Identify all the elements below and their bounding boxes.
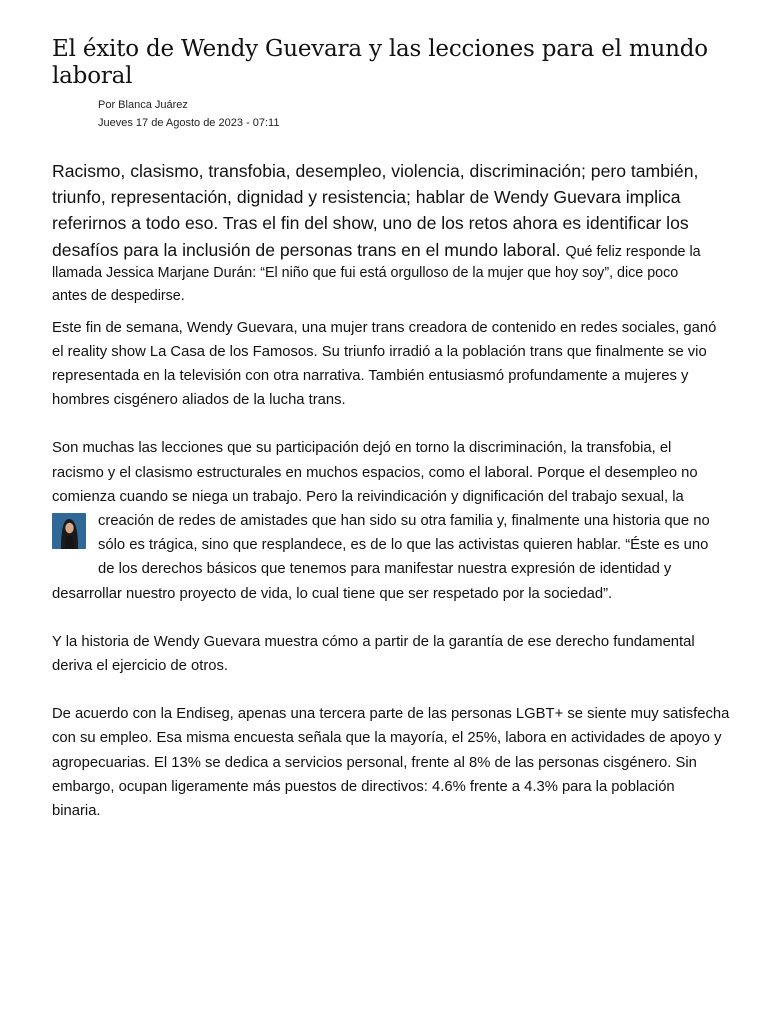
paragraph-2 (52, 436, 716, 605)
photo-face (65, 523, 73, 534)
lead-line (52, 237, 716, 264)
publish-date: Jueves 17 de Agosto de 2023 - 07:11 (98, 117, 280, 129)
paragraph-line: comienza cuando se niega un trabajo. Pero la reivindicación y dignificación del trabajo sexual, la (52, 488, 684, 505)
paragraph-line: de los derechos básicos que tenemos para manifestar nuestra expresión de identidad y (98, 561, 672, 578)
paragraph-line: sólo es trágica, sino que resplandece, es de lo que las activistas quieren hablar. “Éste es uno (98, 537, 709, 554)
paragraph-1 (52, 316, 716, 413)
article (52, 36, 730, 823)
lead-line: llamada Jessica Marjane Durán: “El niño que fui está orgulloso de la mujer que hoy soy”, dice poco (52, 264, 679, 281)
lead-line: triunfo, representación, dignidad y resistencia; hablar de Wendy Guevara implica (52, 187, 681, 208)
paragraph-line: Este fin de semana, Wendy Guevara, una mujer trans creadora de contenido en redes sociales, ganó (52, 319, 717, 336)
paragraph-line: deriva el ejercicio de otros. (52, 658, 229, 675)
lead-tail (52, 262, 716, 308)
author-photo[interactable] (52, 513, 86, 549)
article-title: El éxito de Wendy Guevara y las lecciones para el mundo laboral (52, 36, 708, 89)
paragraph-line: desarrollar nuestro proyecto de vida, lo cual tiene que ser respetado por la sociedad”. (52, 585, 613, 602)
paragraph-line: De acuerdo con la Endiseg, apenas una tercera parte de las personas LGBT+ se siente muy satisfecha (52, 706, 730, 723)
lead-line: referirnos a todo eso. Tras el fin del show, uno de los retos ahora es identificar los (52, 213, 689, 234)
paragraph-line: agropecuarias. El 13% se dedica a servicios personal, frente al 8% de las personas cisgénero. Sin (52, 754, 697, 771)
lead-line: Racismo, clasismo, transfobia, desempleo, violencia, discriminación; pero también, (52, 161, 699, 181)
lead-paragraph (52, 158, 716, 308)
paragraph-line: hombres cisgénero aliados de la lucha trans. (52, 392, 346, 409)
lead-line-large: desafíos para la inclusión de personas trans en el mundo laboral. (52, 239, 561, 260)
paragraph-line: creación de redes de amistades que han sido su otra familia y, finalmente una historia que no (98, 513, 710, 530)
paragraph-line: representada en la televisión con otra narrativa. También entusiasmó profundamente a mujeres y (52, 368, 689, 385)
paragraph-line: Son muchas las lecciones que su participación dejó en torno la discriminación, la transfobia, el (52, 440, 672, 457)
author: Por Blanca Juárez (98, 99, 188, 111)
paragraph-line: racismo y el clasismo estructurales en muchos espacios, como el laboral. Porque el desempleo no (52, 464, 698, 481)
paragraph-line: Y la historia de Wendy Guevara muestra cómo a partir de la garantía de ese derecho fundamental (52, 633, 695, 650)
lead-line-small: Qué feliz responde la (565, 243, 701, 260)
paragraph-line: binaria. (52, 803, 101, 820)
author-photo-image (52, 513, 86, 549)
paragraph-image-block (52, 509, 716, 582)
paragraph-3 (52, 630, 716, 678)
paragraph-line: con su empleo. Esa misma encuesta señala que la mayoría, el 25%, labora en actividades de apoyo y (52, 730, 722, 747)
lead-line: antes de despedirse. (52, 287, 185, 304)
paragraph-line: el reality show La Casa de los Famosos. Su triunfo irradió a la población trans que finalmente se vio (52, 343, 707, 360)
paragraph-4 (52, 702, 730, 823)
byline (98, 96, 716, 132)
paragraph-line: embargo, ocupan ligeramente más puestos de directivos: 4.6% frente a 4.3% para la población (52, 778, 675, 795)
